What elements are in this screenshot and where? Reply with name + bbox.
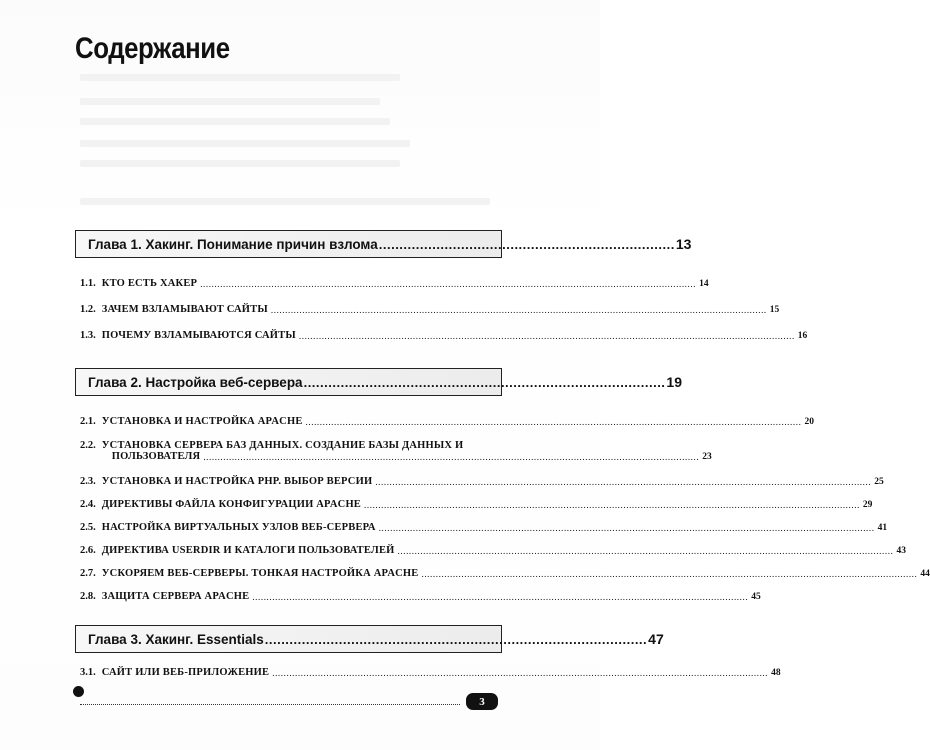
section-number: 2.3. xyxy=(80,476,96,487)
chapter-heading[interactable] xyxy=(75,625,664,653)
section-number: 2.1. xyxy=(80,416,96,427)
section-page-number: 45 xyxy=(751,592,761,602)
toc-entry[interactable] xyxy=(80,499,873,510)
chapter-title: Глава 2. Настройка веб-сервера xyxy=(88,374,303,390)
footer-bullet xyxy=(73,686,84,697)
section-page-number: 16 xyxy=(797,331,808,341)
toc-entry[interactable] xyxy=(80,522,888,533)
section-page-number: 23 xyxy=(702,452,712,462)
section-title: ЗАЧЕМ ВЗЛАМЫВАЮТ САЙТЫ xyxy=(101,304,268,315)
toc-entry[interactable] xyxy=(80,416,814,427)
dot-leader: .............................................................................................................................................................................. xyxy=(397,546,894,556)
chapter-page-number: 47 xyxy=(648,631,664,647)
section-title: УСТАНОВКА И НАСТРОЙКА APACHE xyxy=(101,416,303,427)
section-title: ДИРЕКТИВЫ ФАЙЛА КОНФИГУРАЦИИ APACHE xyxy=(101,499,362,510)
section-page-number: 15 xyxy=(769,305,780,315)
dot-leader: .............................................................................................................................................................................. xyxy=(421,569,918,579)
section-page-number: 43 xyxy=(896,546,906,556)
section-page-number: 20 xyxy=(804,417,814,427)
section-number: 1.3. xyxy=(80,330,96,341)
dot-leader: .............................................................................................................................................................................. xyxy=(378,523,875,533)
toc-entry[interactable] xyxy=(80,440,712,462)
footer-dotted-rule xyxy=(80,704,460,705)
toc-entry[interactable] xyxy=(80,330,808,341)
section-title: ПОЧЕМУ ВЗЛАМЫВАЮТСЯ САЙТЫ xyxy=(101,330,296,341)
section-number: 3.1. xyxy=(80,667,96,678)
section-page-number: 14 xyxy=(699,279,709,289)
section-title: НАСТРОЙКА ВИРТУАЛЬНЫХ УЗЛОВ ВЕБ-СЕРВЕРА xyxy=(101,522,376,533)
section-page-number: 44 xyxy=(920,569,930,579)
section-title: УСКОРЯЕМ ВЕБ-СЕРВЕРЫ. ТОНКАЯ НАСТРОЙКА APACHE xyxy=(101,568,419,579)
toc-entry[interactable] xyxy=(80,568,930,579)
section-title: УСТАНОВКА СЕРВЕРА БАЗ ДАННЫХ. СОЗДАНИЕ БАЗЫ ДАННЫХ И xyxy=(101,440,464,451)
dot-leader: .............................................................................................................................................................................. xyxy=(375,477,872,487)
show-through-text xyxy=(80,118,390,125)
show-through-text xyxy=(80,160,400,167)
section-number: 2.6. xyxy=(80,545,96,556)
section-page-number: 48 xyxy=(771,668,781,678)
section-title-continued: ПОЛЬЗОВАТЕЛЯ xyxy=(111,451,201,462)
dot-leader: .............................................................................................................................................................................. xyxy=(203,452,700,462)
section-page-number: 29 xyxy=(862,500,873,510)
section-title: ДИРЕКТИВА USERDIR И КАТАЛОГИ ПОЛЬЗОВАТЕЛЕЙ xyxy=(101,545,395,556)
toc-entry[interactable] xyxy=(80,278,709,289)
dot-leader: .............................................................................................................................................................................. xyxy=(252,592,749,602)
page-number-badge: 3 xyxy=(466,693,498,710)
show-through-text xyxy=(80,198,490,205)
dot-leader: .............................................................................................................................................................................. xyxy=(364,500,860,510)
section-title: ЗАЩИТА СЕРВЕРА APACHE xyxy=(101,591,250,602)
section-number: 2.8. xyxy=(80,591,96,602)
toc-entry[interactable] xyxy=(80,591,761,602)
chapter-heading[interactable] xyxy=(75,230,692,258)
section-title: САЙТ ИЛИ ВЕБ-ПРИЛОЖЕНИЕ xyxy=(101,667,270,678)
section-number: 2.2. xyxy=(80,440,96,451)
toc-entry[interactable] xyxy=(80,667,781,678)
chapter-title: Глава 3. Хакинг. Essentials xyxy=(88,631,264,647)
dot-leader: ........................................................................................ xyxy=(303,374,666,390)
dot-leader: ............................................................................................. xyxy=(264,631,648,647)
show-through-text xyxy=(80,140,410,147)
chapter-page-number: 13 xyxy=(675,236,692,252)
dot-leader: .............................................................................................................................................................................. xyxy=(298,331,795,341)
show-through-text xyxy=(80,74,400,81)
show-through-text xyxy=(80,98,380,105)
dot-leader: .............................................................................................................................................................................. xyxy=(270,305,767,315)
section-number: 2.7. xyxy=(80,568,96,579)
dot-leader: ........................................................................ xyxy=(378,236,675,252)
section-number: 2.4. xyxy=(80,499,96,510)
toc-entry[interactable] xyxy=(80,304,780,315)
dot-leader: .............................................................................................................................................................................. xyxy=(305,417,802,427)
section-number: 2.5. xyxy=(80,522,96,533)
dot-leader: .............................................................................................................................................................................. xyxy=(200,279,697,289)
section-page-number: 41 xyxy=(877,523,888,533)
toc-entry[interactable] xyxy=(80,545,906,556)
chapter-heading[interactable] xyxy=(75,368,682,396)
section-title: КТО ЕСТЬ ХАКЕР xyxy=(101,278,198,289)
chapter-page-number: 19 xyxy=(666,374,682,390)
dot-leader: .............................................................................................................................................................................. xyxy=(272,668,769,678)
section-title: УСТАНОВКА И НАСТРОЙКА PHP. ВЫБОР ВЕРСИИ xyxy=(101,476,373,487)
toc-entry[interactable] xyxy=(80,476,884,487)
section-number: 1.1. xyxy=(80,278,96,289)
chapter-title: Глава 1. Хакинг. Понимание причин взлома xyxy=(88,236,378,252)
page-title: Содержание xyxy=(75,32,230,65)
section-page-number: 25 xyxy=(874,477,884,487)
section-number: 1.2. xyxy=(80,304,96,315)
